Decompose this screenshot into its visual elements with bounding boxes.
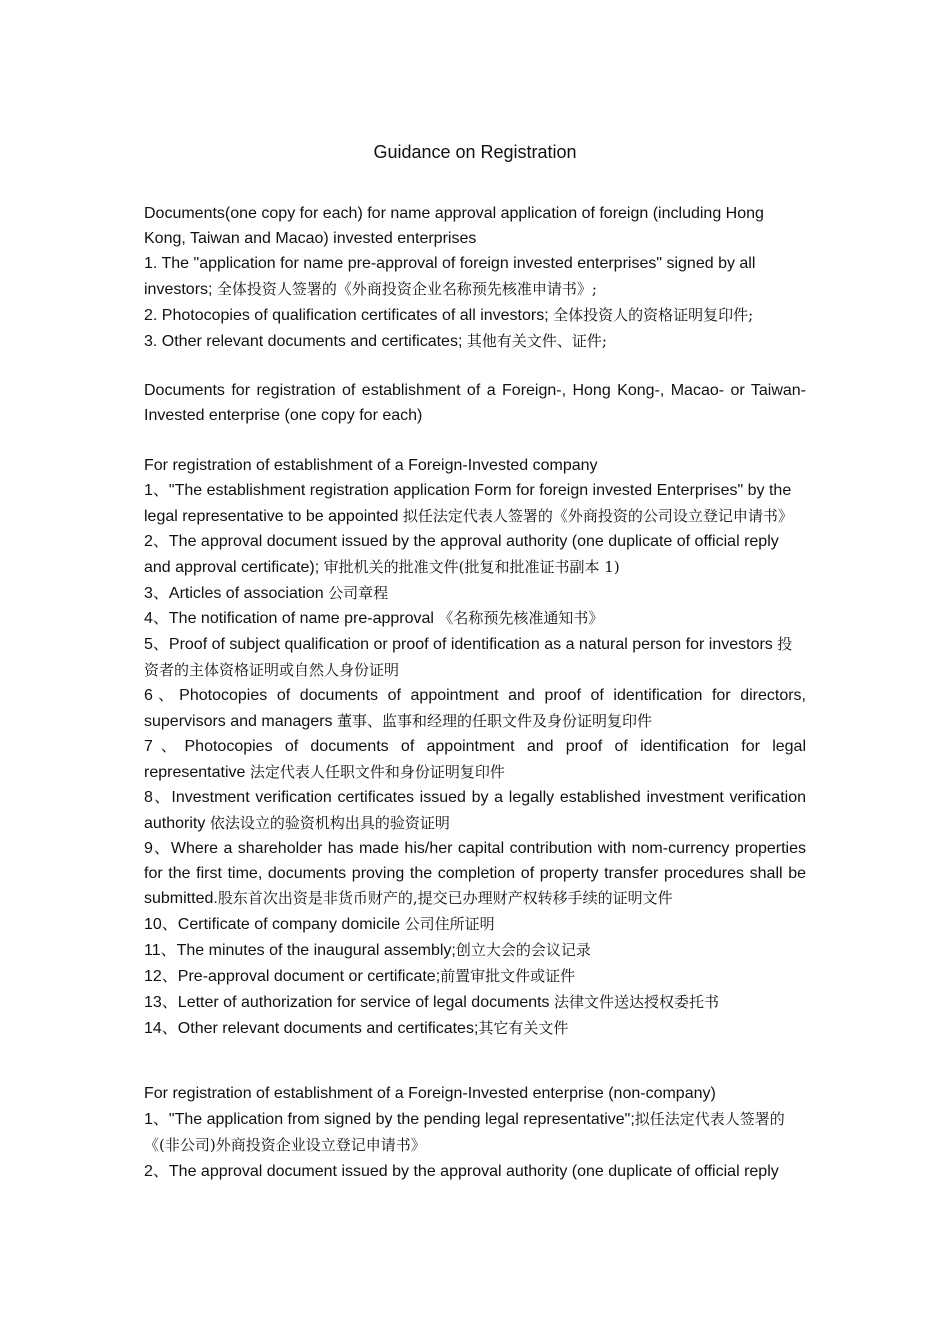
item-text-zh: 公司住所证明: [404, 915, 495, 934]
item-text-en: 3、Articles of association: [144, 584, 329, 602]
item-text-en: 12、Pre-approval document or certificate;: [144, 968, 441, 986]
item-text-en: 2、The approval document issued by the approval authority (one duplicate of official reply: [144, 1162, 779, 1180]
item-text-en: 1、"The establishment registration application Form for foreign invested Enterprises" by the legal representative to be appointed: [144, 481, 792, 525]
document-page: [144, 138, 806, 1185]
item-text-en: 1. The "application for name pre-approval of foreign invested enterprises" signed by all investors;: [144, 254, 756, 298]
list-item: [144, 786, 806, 837]
list-item: [144, 735, 806, 786]
list-item: [144, 303, 806, 329]
section-heading-establishment: Documents for registration of establishment of a Foreign-, Hong Kong-, Macao- or Taiwan-Invested enterprise (one copy for each): [144, 382, 806, 425]
list-item: [144, 912, 806, 938]
item-text-zh: 全体投资人签署的《外商投资企业名称预先核准申请书》;: [216, 279, 597, 298]
item-text-zh: 拟任法定代表人签署的《(非公司)外商投资企业设立登记申请书》: [144, 1109, 785, 1154]
item-text-zh: 审批机关的批准文件(批复和批准证书副本 1): [323, 557, 620, 576]
item-text-en: 13、Letter of authorization for service of legal documents: [144, 994, 555, 1012]
item-text-zh: 公司章程: [328, 583, 389, 602]
item-text-en: 3. Other relevant documents and certificates;: [144, 332, 467, 350]
item-text-zh: 其它有关文件: [478, 1018, 569, 1037]
list-item: [144, 964, 806, 990]
item-text-zh: 《名称预先核准通知书》: [438, 609, 604, 628]
item-text-en: 9、Where a shareholder has made his/her capital contribution with nom-currency properties for the first time, documents proving the completion of property transfer procedures shall be submitted.: [144, 839, 806, 908]
item-text-zh: 前置审批文件或证件: [440, 967, 576, 986]
list-item: [144, 479, 806, 530]
list-item: [144, 252, 806, 303]
item-text-zh: 其他有关文件、证件;: [466, 331, 607, 350]
list-item: [144, 1107, 806, 1159]
item-text-en: 2. Photocopies of qualification certificates of all investors;: [144, 306, 554, 324]
section-heading-name-approval: Documents(one copy for each) for name approval application of foreign (including Hong Kong, Taiwan and Macao) invested enterprises: [144, 205, 764, 247]
section-heading-company: For registration of establishment of a Foreign-Invested company: [144, 457, 598, 475]
item-text-zh: 股东首次出资是非货币财产的,提交已办理财产权转移手续的证明文件: [217, 889, 673, 908]
item-text-zh: 投资者的主体资格证明或自然人身份证明: [144, 635, 793, 680]
list-item: [144, 530, 806, 581]
item-text-en: 8、Investment verification certificates issued by a legally established investment verification authority: [144, 788, 806, 832]
list-item: [144, 990, 806, 1016]
item-text-en: 4、The notification of name pre-approval: [144, 610, 439, 628]
list-item: [144, 329, 806, 355]
item-text-zh: 依法设立的验资机构出具的验资证明: [209, 813, 450, 832]
item-text-zh: 法律文件送达授权委托书: [554, 993, 720, 1012]
list-item: [144, 938, 806, 964]
page-title: Guidance on Registration: [373, 142, 577, 162]
item-text-en: 2、The approval document issued by the approval authority (one duplicate of official reply and approval certificate);: [144, 532, 779, 576]
spacer: [144, 429, 806, 454]
item-text-en: 1、"The application from signed by the pending legal representative";: [144, 1110, 635, 1128]
item-text-en: 11、The minutes of the inaugural assembly;: [144, 942, 456, 960]
list-item: [144, 837, 806, 913]
item-text-en: 6、Photocopies of documents of appointment and proof of identification for directors, supervisors and managers: [144, 687, 806, 731]
spacer: [144, 1042, 806, 1082]
list-item: [144, 632, 806, 684]
list-item: [144, 1159, 806, 1185]
item-text-zh: 法定代表人任职文件和身份证明复印件: [249, 762, 505, 781]
item-text-zh: 拟任法定代表人签署的《外商投资的公司设立登记申请书》: [402, 506, 793, 525]
item-text-en: 14、Other relevant documents and certificates;: [144, 1019, 479, 1037]
item-text-en: 7、Photocopies of documents of appointment and proof of identification for legal representative: [144, 738, 806, 781]
list-item: [144, 1016, 806, 1042]
item-text-zh: 全体投资人的资格证明复印件;: [553, 305, 754, 324]
item-text-en: 5、Proof of subject qualification or proof of identification as a natural person for investors: [144, 636, 778, 654]
list-item: [144, 684, 806, 735]
item-text-zh: 创立大会的会议记录: [455, 941, 591, 960]
item-text-en: 10、Certificate of company domicile: [144, 916, 405, 934]
item-text-zh: 董事、监事和经理的任职文件及身份证明复印件: [336, 712, 652, 731]
spacer: [144, 354, 806, 379]
list-item: [144, 581, 806, 607]
section-heading-non-company: For registration of establishment of a Foreign-Invested enterprise (non-company): [144, 1084, 716, 1102]
list-item: [144, 606, 806, 632]
